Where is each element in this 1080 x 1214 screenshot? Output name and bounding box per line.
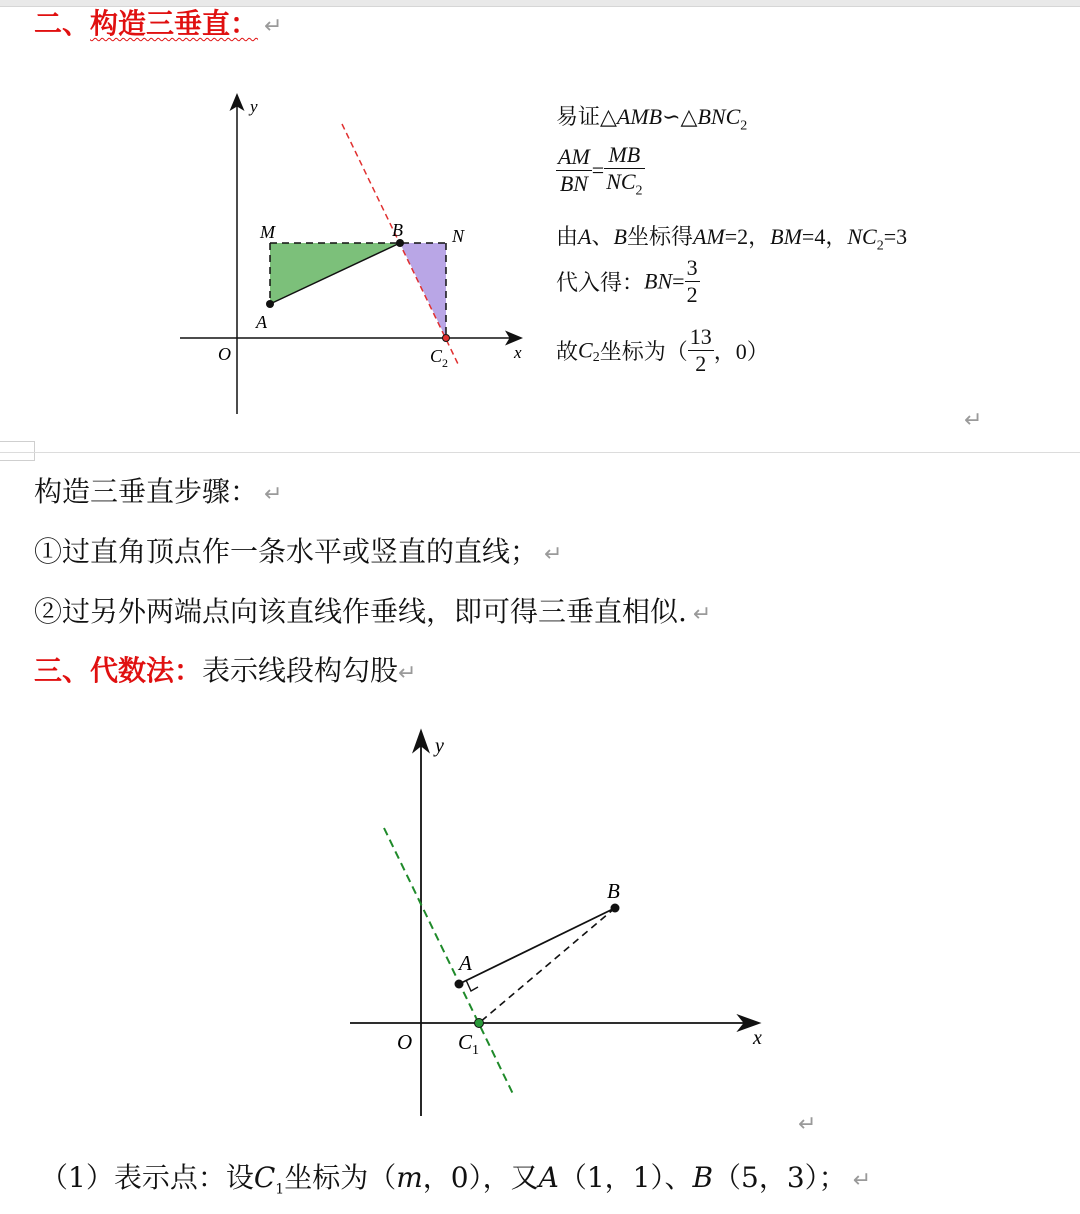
step-1: ①过直角顶点作一条水平或竖直的直线； ↵ (34, 535, 563, 568)
paragraph-mark-icon: ↵ (964, 408, 983, 433)
label-b: B (607, 879, 620, 903)
label-m: M (260, 222, 275, 242)
step-represent-points: （1）表示点：设$C_1$坐标为（m，0），又A（1，1）、B（5，3）； ↵ (40, 1161, 872, 1198)
step-2: ②过另外两端点向该直线作垂线，即可得三垂直相似. ↵ (34, 595, 712, 628)
proof-line-similar: 易证$\triangle AMB∽\triangle BNC_2$ (556, 104, 748, 134)
fraction-3-2: $\frac{3}{2}$ (686, 255, 698, 307)
label-y: y (435, 735, 444, 757)
paragraph-mark-icon: ↵ (264, 14, 283, 39)
proof-line-conclusion: 故$C_2$坐标为（ $\frac{13}{2}$ ，0） (556, 324, 769, 376)
point-b (611, 904, 620, 913)
section-number: 二、 (34, 7, 91, 40)
figure-1-coordinate-diagram (170, 88, 550, 428)
section-title: 构造三垂直： (90, 7, 259, 40)
proof-line-ratio: $\frac{AM}{BN}$ = $\frac{MB}{NC_2}$ (558, 142, 643, 199)
figure-2-coordinate-diagram (340, 724, 780, 1124)
label-origin: O (397, 1030, 413, 1054)
point-c2 (443, 335, 450, 342)
label-n: N (452, 226, 465, 246)
fraction-am-bn: $\frac{AM}{BN}$ (558, 144, 590, 197)
section-divider (0, 452, 1080, 453)
label-x: x (753, 1027, 762, 1049)
right-angle-mark (466, 980, 478, 991)
table-handle[interactable] (0, 441, 35, 461)
paragraph-mark-icon: ↵ (798, 1112, 817, 1137)
segment-ab (459, 908, 615, 984)
label-a: A (256, 312, 267, 332)
paragraph-mark-icon: ↵ (264, 482, 283, 507)
paragraph-mark-icon: ↵ (544, 542, 563, 567)
point-c1 (475, 1019, 484, 1028)
steps-heading: 构造三垂直步骤： ↵ (34, 475, 283, 508)
section-heading-3: 三、代数法：表示线段构勾股↵ (34, 654, 417, 687)
paragraph-mark-icon: ↵ (398, 661, 417, 686)
label-b: B (392, 220, 403, 240)
label-x: x (514, 343, 522, 362)
fraction-13-2: $\frac{13}{2}$ (689, 324, 712, 376)
label-y: y (250, 97, 258, 116)
proof-line-lengths: 由A、B坐标得AM=2，BM=4，$NC_2=3$ (556, 224, 908, 254)
paragraph-mark-icon: ↵ (852, 1168, 872, 1193)
label-c2: $C_2$ (430, 346, 449, 370)
label-a: A (459, 951, 472, 975)
point-b (396, 239, 404, 247)
fraction-mb-nc2: $\frac{MB}{NC_2}$ (606, 142, 643, 199)
section-heading-2 (34, 6, 282, 45)
green-dashed-line (384, 828, 514, 1096)
point-a (455, 980, 464, 989)
proof-line-substitute: 代入得：BN= $\frac{3}{2}$ (556, 255, 698, 307)
dashed-segment-bc (479, 908, 615, 1023)
label-c1: $C_1$ (458, 1030, 480, 1058)
paragraph-mark-icon: ↵ (692, 602, 712, 627)
label-origin: O (218, 344, 231, 364)
point-a (266, 300, 274, 308)
